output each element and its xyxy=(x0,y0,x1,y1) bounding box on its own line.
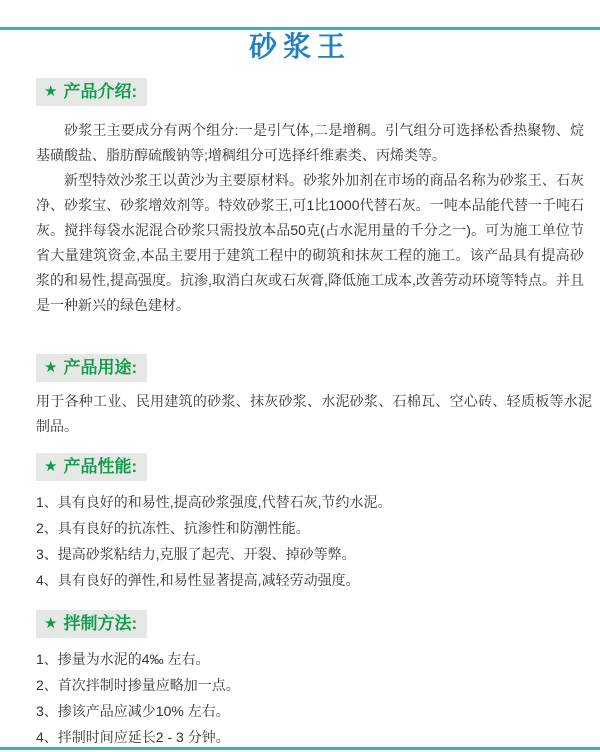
section-heading-mixing xyxy=(36,610,147,638)
section-heading-intro-label: 产品介绍: xyxy=(63,82,138,101)
star-icon: ★ xyxy=(44,83,58,100)
intro-paragraph-1: 砂浆王主要成分有两个组分:一是引气体,二是增稠。引气组分可选择松香热聚物、烷基磺酸盐、脂肪醇硫酸钠等;增稠组分可选择纤维素类、丙烯类等。 xyxy=(36,122,584,163)
performance-item-1: 1、具有良好的和易性,提高砂浆强度,代替石灰,节约水泥。 xyxy=(36,494,392,510)
intro-paragraph-2: 新型特效沙浆王以黄沙为主要原材料。砂浆外加剂在市场的商品名称为砂浆王、石灰净、砂浆宝、砂浆增效剂等。特效砂浆王,可1比1000代替石灰。一吨本品能代替一千吨石灰。搅拌每袋水泥混合砂浆只需投放本品50克(占水泥用量的千分之一)。可为施工单位节省大量建筑资金,本品主要用于建筑工程中的砌筑和抹灰工程的施工。该产品具有提高砂浆的和易性,提高强度。抗渗,取消白灰或石灰膏,降低施工成本,改善劳动环境等特点。并且是一种新兴的绿色建材。 xyxy=(36,172,584,313)
section-heading-usage xyxy=(36,354,147,382)
performance-item-2: 2、具有良好的抗冻性、抗渗性和防潮性能。 xyxy=(36,520,310,536)
page-title: 砂浆王 xyxy=(248,31,351,62)
mixing-item-2: 2、首次拌制时掺量应略加一点。 xyxy=(36,677,240,693)
top-border xyxy=(0,27,600,30)
performance-item-3: 3、提高砂浆粘结力,克服了起壳、开裂、掉砂等弊。 xyxy=(36,546,356,562)
performance-list xyxy=(0,490,600,593)
section-heading-intro xyxy=(36,78,147,106)
section-product-performance xyxy=(0,453,600,593)
star-icon: ★ xyxy=(44,359,58,376)
section-product-usage xyxy=(0,354,600,439)
section-heading-performance xyxy=(36,453,147,481)
mixing-list xyxy=(0,647,600,750)
star-icon: ★ xyxy=(44,458,58,475)
bottom-border xyxy=(0,747,600,750)
usage-paragraph: 用于各种工业、民用建筑的砂浆、抹灰砂浆、水泥砂浆、石棉瓦、空心砖、轻质板等水泥制品。 xyxy=(36,393,592,434)
mixing-item-3: 3、掺该产品应减少10% 左右。 xyxy=(36,703,230,719)
section-product-intro xyxy=(0,78,600,318)
section-heading-performance-label: 产品性能: xyxy=(63,457,138,476)
star-icon: ★ xyxy=(44,615,58,632)
mixing-item-4: 4、拌制时间应延长2 - 3 分钟。 xyxy=(36,729,230,745)
section-mixing-method xyxy=(0,610,600,750)
mixing-item-1: 1、掺量为水泥的4‰ 左右。 xyxy=(36,651,210,667)
section-heading-usage-label: 产品用途: xyxy=(63,358,138,377)
section-heading-mixing-label: 拌制方法: xyxy=(63,614,138,633)
performance-item-4: 4、具有良好的弹性,和易性显著提高,减轻劳动强度。 xyxy=(36,572,360,588)
